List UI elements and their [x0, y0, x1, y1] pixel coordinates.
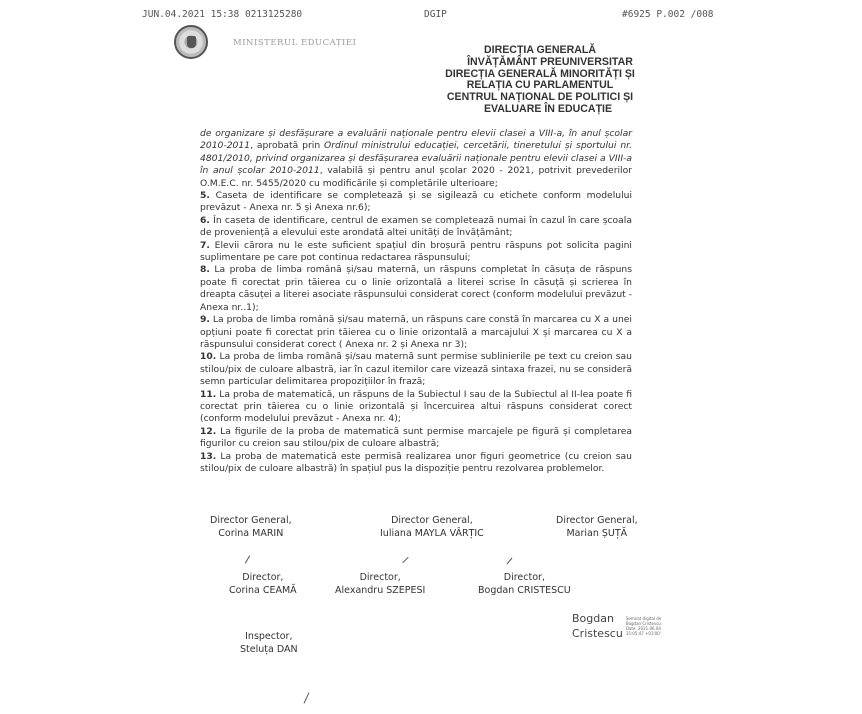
signature-title: Director,	[359, 572, 401, 583]
fax-header	[0, 9, 862, 23]
signature-title: Inspector,	[245, 631, 293, 642]
ministry-name: MINISTERUL EDUCAȚIEI	[233, 38, 357, 48]
intro-italic-2: Ordinul ministrului educației, cercetării, tineretului și sportului nr. 4801/2010, privind organizarea și desfășurarea evaluării naționale pentru elevii clasei a VIII-a în anul școlar 2010-2011	[200, 140, 632, 177]
fax-sender: DGIP	[424, 9, 447, 20]
list-item	[200, 190, 632, 215]
intro-plain-1: , aprobată prin	[250, 140, 325, 152]
digital-signature-note: 15:05:47 +03'00'	[625, 631, 661, 636]
item-text: La proba de matematică, un răspuns de la Subiectul I sau de la Subiectul al II-lea poate fi corectat prin tăierea cu o linie orizontală și încercuirea altui răspuns considerat corect (conform modelului prevăzut - Anexa nr. 4);	[200, 388, 632, 425]
heading-line: RELAȚIA CU PARLAMENTUL	[466, 79, 614, 92]
heading-line: ÎNVĂȚĂMÂNT PREUNIVERSITAR	[467, 55, 633, 68]
pen-mark	[507, 558, 513, 565]
signature-name: Bogdan CRISTESCU	[478, 585, 571, 596]
item-text: Caseta de identificare se completează și se sigilează cu etichete conform modelului prevăzut - Anexa nr. 5 și Anexa nr.6);	[200, 190, 632, 214]
signature-block	[380, 514, 484, 540]
coat-of-arms-seal-icon	[174, 25, 208, 59]
item-text: La figurile de la proba de matematică sunt permise marcajele pe figură și completarea figurilor cu creion sau stilou/pix de culoare albastră;	[200, 425, 632, 450]
signature-name: Marian ȘUȚĂ	[566, 528, 628, 539]
item-number: 7.	[200, 239, 210, 251]
list-item	[200, 215, 632, 240]
intro-plain-2: , valabilă și pentru anul școlar 2020 - 2021, potrivit prevederilor O.M.E.C. nr. 5455/2020 cu modificările și completările ulterioare;	[200, 165, 632, 189]
digital-signature-note: Date: 2021.06.04	[625, 626, 661, 631]
pen-mark	[304, 692, 310, 703]
heading-line: CENTRUL NAȚIONAL DE POLITICI ȘI	[446, 91, 634, 104]
document-heading	[420, 45, 660, 116]
signature-name: Steluța DAN	[240, 644, 298, 655]
item-number: 6.	[200, 214, 210, 226]
item-number: 13.	[200, 450, 217, 462]
list-item	[200, 451, 632, 476]
digital-signature	[572, 611, 661, 641]
digital-signature-last-name: Cristescu	[572, 627, 623, 640]
heading-line: DIRECȚIA GENERALĂ MINORITĂȚI ȘI	[445, 67, 635, 80]
item-number: 12.	[200, 425, 217, 437]
digital-signature-note: Bogdan Cristescu	[625, 621, 661, 626]
signature-block	[210, 514, 292, 540]
item-text: În caseta de identificare, centrul de examen se completează numai în cazul în care școala de proveniență a elevului este arondată altei unități de învățământ;	[200, 214, 632, 239]
signature-name: Corina MARIN	[218, 528, 284, 539]
signature-block	[240, 630, 298, 656]
signature-block	[229, 571, 297, 597]
signature-block	[478, 571, 571, 597]
signature-block	[335, 571, 425, 597]
fax-datetime-phone: JUN.04.2021 15:38 0213125280	[142, 9, 303, 20]
list-item	[200, 426, 632, 451]
signature-title: Director General,	[391, 515, 473, 526]
item-number: 9.	[200, 314, 210, 326]
item-number: 10.	[200, 351, 217, 363]
fax-page-info: #6925 P.002 /008	[622, 9, 714, 20]
signature-title: Director,	[242, 572, 284, 583]
signature-title: Director,	[503, 572, 545, 583]
signature-title: Director General,	[210, 515, 292, 526]
list-item	[200, 389, 632, 426]
heading-line: DIRECȚIA GENERALĂ	[483, 44, 597, 56]
item-text: La proba de matematică este permisă realizarea unor figuri geometrice (cu creion sau stilou/pix de culoare albastră) în spațiul pus la dispoziție pentru rezolvarea problemelor.	[200, 450, 632, 474]
item-number: 11.	[200, 388, 217, 400]
document-body	[200, 128, 632, 475]
list-item	[200, 264, 632, 314]
heading-line: EVALUARE ÎN EDUCAȚIE	[483, 102, 613, 115]
list-item	[200, 240, 632, 265]
signature-name: Corina CEAMĂ	[229, 585, 297, 596]
pen-mark	[402, 557, 408, 563]
digital-signature-note: Semnat digital de	[625, 616, 662, 621]
item-number: 8.	[200, 264, 210, 276]
pen-mark	[245, 555, 250, 563]
signature-title: Director General,	[556, 515, 638, 526]
list-item	[200, 351, 632, 388]
intro-paragraph	[200, 128, 632, 190]
digital-signature-first-name: Bogdan	[572, 612, 614, 625]
list-item	[200, 314, 632, 351]
intro-italic-1: de organizare și desfășurare a evaluării naționale pentru elevii clasei a VIII-a, în anul școlar 2010-2011	[200, 128, 632, 152]
signature-block	[556, 514, 638, 540]
signature-name: Alexandru SZEPESI	[335, 585, 426, 596]
item-text: Elevii cărora nu le este suficient spațiul din broșură pentru răspuns pot solicita pagini suplimentare pe care pot continua redactarea răspunsului;	[200, 239, 632, 264]
item-text: La proba de limba română și/sau maternă, un răspuns completat în căsuța de răspuns poate fi corectat prin tăierea cu o linie orizontală a literei scrise în căsuță și scrierea în dreapta căsuței a literei asociate răspunsului considerat corect (conform modelului prevăzut - Anexa nr..1);	[200, 264, 632, 313]
item-number: 5.	[200, 190, 210, 202]
item-text: La proba de limba română și/sau maternă, un răspuns care constă în marcarea cu X a unei opțiuni poate fi corectat prin tăierea cu o linie orizontală a marcajului X și marcarea cu X a răspunsului considerat corect ( Anexa nr. 2 și Anexa nr 3);	[200, 314, 632, 350]
signature-name: Iuliana MAYLA VÂRȚIC	[380, 528, 484, 539]
item-text: La proba de limba română și/sau maternă sunt permise sublinierile pe text cu creion sau stilou/pix de culoare albastră, iar în cazul itemilor care vizează sintaxa frazei, nu se consideră semn particular delimitarea propozițiilor în frază;	[200, 351, 632, 388]
